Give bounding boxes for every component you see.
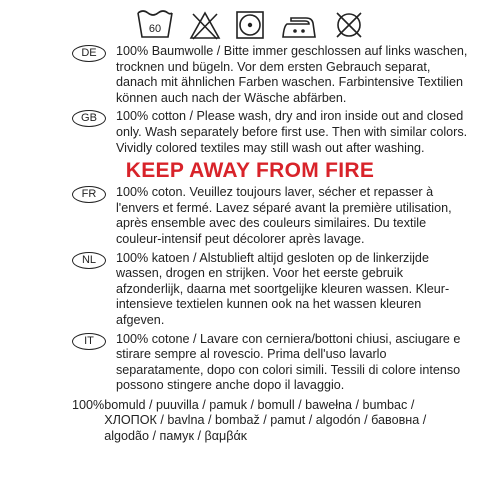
section-text-fr: 100% coton. Veuillez toujours laver, sécher et repasser à l'envers et fermé. Lavez séparé avant la première utilisation, après ensemble avec des couleurs similaires. Du textile couleur-intensif peut décolorer après lavage.	[116, 185, 452, 246]
section-gb	[0, 109, 500, 156]
section-text-gb: 100% cotton / Please wash, dry and iron inside out and closed only. Wash separately before first use. Then with similar colors. Vividly colored textiles may still wash out after washing.	[116, 109, 468, 155]
section-text-it: 100% cotone / Lavare con cerniera/bottoni chiusi, asciugare e stirare sempre al rovescio. Prima dell'uso lavarlo separatamente, dopo con colori simili. Tessili di colore intenso possono stingere anche dopo il lavaggio.	[116, 331, 461, 393]
lang-badge-nl: NL	[72, 252, 106, 269]
composition-percent: 100%	[72, 397, 105, 412]
lang-badge-fr: FR	[72, 186, 106, 203]
lang-badge-gb: GB	[72, 110, 106, 127]
lang-badge-de: DE	[72, 45, 106, 62]
tumble-dry-icon	[235, 10, 265, 40]
section-it	[0, 332, 500, 394]
no-dry-clean-icon	[333, 10, 365, 40]
iron-medium-icon	[279, 12, 319, 40]
lang-badge-it: IT	[72, 333, 106, 350]
no-bleach-icon	[189, 10, 221, 40]
wash-60-icon	[135, 8, 175, 40]
section-text-de: 100% Baumwolle / Bitte immer geschlossen auf links waschen, trocknen und bügeln. Vor dem ersten Gebrauch separat, danach mit ähnlichen Farben waschen. Farbintensive Textilien können auch nach der Wäsche abfärben.	[116, 44, 468, 105]
wash-temperature: 60	[148, 23, 162, 35]
fire-warning: KEEP AWAY FROM FIRE	[125, 159, 375, 183]
section-nl	[0, 251, 500, 329]
section-de	[0, 44, 500, 106]
section-text-nl: 100% katoen / Alstublieft altijd gesloten op de linkerzijde wassen, drogen en strijken. Voor het eerste gebruik afzonderlijk, daarna met soortgelijke kleuren wassen. Kleur-intensieve textielen kunnen ook na het wassen kleuren afgeven.	[116, 250, 450, 327]
composition-materials: bomuld / puuvilla / pamuk / bomull / bawełna / bumbac / ХЛОПОК / bavlna / bombaž / pamut / algodón / бавовна / algodão / памук / βαμβάκ	[104, 397, 427, 444]
material-composition	[0, 398, 500, 445]
care-icons-row	[0, 6, 500, 40]
section-fr	[0, 185, 500, 247]
